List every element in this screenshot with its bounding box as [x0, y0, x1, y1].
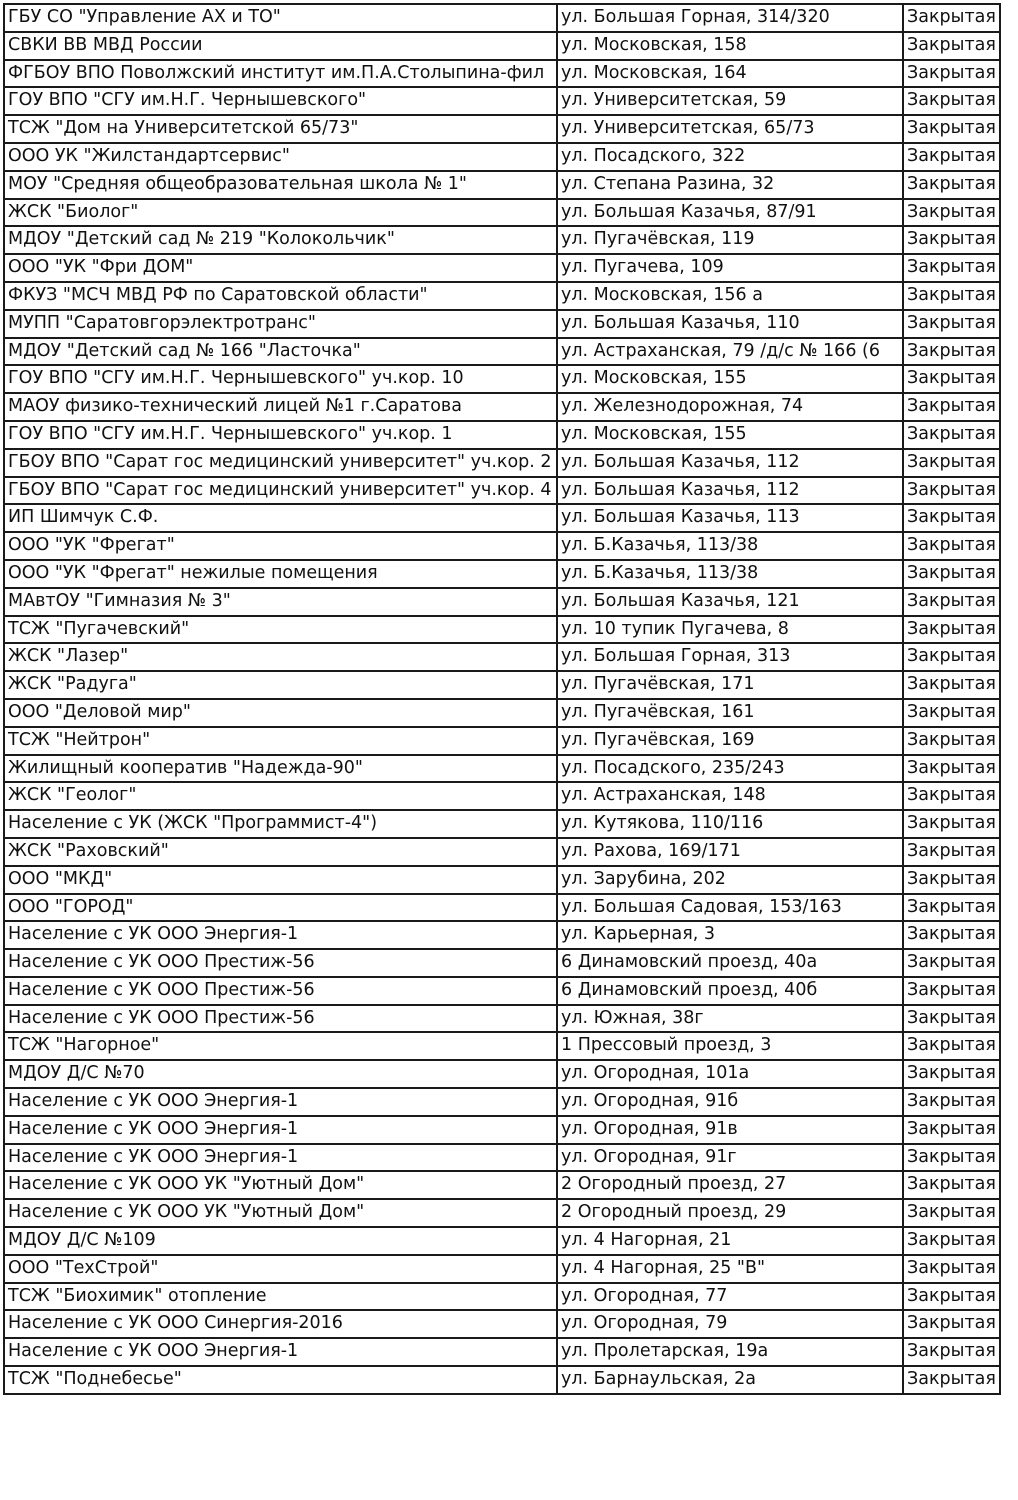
org-name-cell[interactable]: Население с УК (ЖСК "Программист-4") [4, 810, 557, 838]
status-cell[interactable]: Закрытая [903, 1227, 1000, 1255]
address-cell[interactable]: 6 Динамовский проезд, 40б [557, 977, 903, 1005]
org-name-cell[interactable]: ФКУЗ "МСЧ МВД РФ по Саратовской области" [4, 282, 557, 310]
status-cell[interactable]: Закрытая [903, 421, 1000, 449]
table-row [4, 32, 1000, 60]
table-row [4, 1171, 1000, 1199]
status-cell[interactable]: Закрытая [903, 727, 1000, 755]
status-cell[interactable]: Закрытая [903, 4, 1000, 32]
org-name-cell[interactable]: ООО "УК "Фрегат" [4, 532, 557, 560]
status-cell[interactable]: Закрытая [903, 226, 1000, 254]
table-body [4, 4, 1000, 1394]
status-cell[interactable]: Закрытая [903, 1088, 1000, 1116]
table-row [4, 1005, 1000, 1033]
address-cell[interactable]: ул. Московская, 156 а [557, 282, 903, 310]
table-row [4, 504, 1000, 532]
org-name-cell[interactable]: ГБОУ ВПО "Сарат гос медицинский университет" уч.кор. 2 [4, 449, 557, 477]
status-cell[interactable]: Закрытая [903, 755, 1000, 783]
address-cell[interactable]: 2 Огородный проезд, 29 [557, 1199, 903, 1227]
org-name-cell[interactable]: Население с УК ООО Энергия-1 [4, 1088, 557, 1116]
address-cell[interactable]: ул. Кутякова, 110/116 [557, 810, 903, 838]
address-cell[interactable]: ул. Посадского, 235/243 [557, 755, 903, 783]
org-name-cell[interactable]: ТСЖ "Пугачевский" [4, 616, 557, 644]
table-row [4, 560, 1000, 588]
org-name-cell[interactable]: ФГБОУ ВПО Поволжский институт им.П.А.Столыпина-фил [4, 60, 557, 88]
org-name-cell[interactable]: МАОУ физико-технический лицей №1 г.Саратова [4, 393, 557, 421]
org-name-cell[interactable]: Население с УК ООО Энергия-1 [4, 921, 557, 949]
status-cell[interactable]: Закрытая [903, 1032, 1000, 1060]
table-row [4, 421, 1000, 449]
status-cell[interactable]: Закрытая [903, 254, 1000, 282]
address-cell[interactable]: ул. Большая Горная, 314/320 [557, 4, 903, 32]
address-cell[interactable]: ул. Пугачёвская, 161 [557, 699, 903, 727]
status-cell[interactable]: Закрытая [903, 504, 1000, 532]
org-name-cell[interactable]: Население с УК ООО Энергия-1 [4, 1144, 557, 1172]
org-name-cell[interactable]: Население с УК ООО Престиж-56 [4, 1005, 557, 1033]
address-cell[interactable]: ул. Б.Казачья, 113/38 [557, 532, 903, 560]
table-row [4, 699, 1000, 727]
org-name-cell[interactable]: МДОУ Д/С №70 [4, 1060, 557, 1088]
status-cell[interactable]: Закрытая [903, 1199, 1000, 1227]
status-cell[interactable]: Закрытая [903, 449, 1000, 477]
org-name-cell[interactable]: ГБУ СО "Управление АХ и ТО" [4, 4, 557, 32]
address-cell[interactable]: ул. Огородная, 101а [557, 1060, 903, 1088]
address-cell[interactable]: ул. Огородная, 91б [557, 1088, 903, 1116]
org-name-cell[interactable]: ООО "УК "Фрегат" нежилые помещения [4, 560, 557, 588]
table-row [4, 4, 1000, 32]
org-name-cell[interactable]: ТСЖ "Нейтрон" [4, 727, 557, 755]
address-cell[interactable]: ул. Пугачёвская, 171 [557, 671, 903, 699]
address-cell[interactable]: ул. Московская, 158 [557, 32, 903, 60]
address-cell[interactable]: ул. Огородная, 91г [557, 1144, 903, 1172]
address-cell[interactable]: ул. Московская, 164 [557, 60, 903, 88]
table-row [4, 1060, 1000, 1088]
status-cell[interactable]: Закрытая [903, 115, 1000, 143]
table-row [4, 671, 1000, 699]
table-row [4, 1088, 1000, 1116]
org-name-cell[interactable]: ООО "МКД" [4, 866, 557, 894]
org-name-cell[interactable]: Население с УК ООО Престиж-56 [4, 949, 557, 977]
org-name-cell[interactable]: ЖСК "Биолог" [4, 199, 557, 227]
table-row [4, 226, 1000, 254]
status-cell[interactable]: Закрытая [903, 282, 1000, 310]
status-cell[interactable]: Закрытая [903, 477, 1000, 505]
org-name-cell[interactable]: МАвтОУ "Гимназия № 3" [4, 588, 557, 616]
table-row [4, 338, 1000, 366]
table-row [4, 838, 1000, 866]
table-row [4, 365, 1000, 393]
status-cell[interactable]: Закрытая [903, 699, 1000, 727]
org-name-cell[interactable]: ГБОУ ВПО "Сарат гос медицинский университет" уч.кор. 4 [4, 477, 557, 505]
address-cell[interactable]: ул. Пролетарская, 19а [557, 1338, 903, 1366]
address-cell[interactable]: 6 Динамовский проезд, 40а [557, 949, 903, 977]
table-row [4, 393, 1000, 421]
address-cell[interactable]: ул. Большая Казачья, 112 [557, 449, 903, 477]
org-name-cell[interactable]: ООО "УК "Фри ДОМ" [4, 254, 557, 282]
status-cell[interactable]: Закрытая [903, 1283, 1000, 1311]
table-row [4, 1199, 1000, 1227]
table-row [4, 894, 1000, 922]
table-row [4, 643, 1000, 671]
address-cell[interactable]: ул. Большая Садовая, 153/163 [557, 894, 903, 922]
org-name-cell[interactable]: ООО "ГОРОД" [4, 894, 557, 922]
org-name-cell[interactable]: ГОУ ВПО "СГУ им.Н.Г. Чернышевского" уч.кор. 10 [4, 365, 557, 393]
table-row [4, 1338, 1000, 1366]
status-cell[interactable]: Закрытая [903, 838, 1000, 866]
address-cell[interactable]: ул. Пугачёвская, 169 [557, 727, 903, 755]
status-cell[interactable]: Закрытая [903, 977, 1000, 1005]
status-cell[interactable]: Закрытая [903, 588, 1000, 616]
address-cell[interactable]: ул. Железнодорожная, 74 [557, 393, 903, 421]
address-cell[interactable]: ул. Университетская, 59 [557, 87, 903, 115]
table-row [4, 1283, 1000, 1311]
address-cell[interactable]: ул. Огородная, 79 [557, 1310, 903, 1338]
table-row [4, 143, 1000, 171]
table-row [4, 616, 1000, 644]
status-cell[interactable]: Закрытая [903, 643, 1000, 671]
table-row [4, 282, 1000, 310]
org-name-cell[interactable]: Население с УК ООО УК "Уютный Дом" [4, 1171, 557, 1199]
status-cell[interactable]: Закрытая [903, 1338, 1000, 1366]
org-name-cell[interactable]: МДОУ "Детский сад № 166 "Ласточка" [4, 338, 557, 366]
address-cell[interactable]: ул. Астраханская, 79 /д/с № 166 (6 [557, 338, 903, 366]
status-cell[interactable]: Закрытая [903, 560, 1000, 588]
org-name-cell[interactable]: Население с УК ООО Престиж-56 [4, 977, 557, 1005]
table-row [4, 1144, 1000, 1172]
status-cell[interactable]: Закрытая [903, 87, 1000, 115]
org-name-cell[interactable]: ТСЖ "Дом на Университетской 65/73" [4, 115, 557, 143]
table-row [4, 477, 1000, 505]
org-name-cell[interactable]: ЖСК "Радуга" [4, 671, 557, 699]
status-cell[interactable]: Закрытая [903, 894, 1000, 922]
table-row [4, 866, 1000, 894]
status-cell[interactable]: Закрытая [903, 616, 1000, 644]
org-name-cell[interactable]: ЖСК "Лазер" [4, 643, 557, 671]
org-name-cell[interactable]: ГОУ ВПО "СГУ им.Н.Г. Чернышевского" [4, 87, 557, 115]
table-row [4, 310, 1000, 338]
status-cell[interactable]: Закрытая [903, 1171, 1000, 1199]
status-cell[interactable]: Закрытая [903, 143, 1000, 171]
org-name-cell[interactable]: МОУ "Средняя общеобразовательная школа № 1" [4, 171, 557, 199]
status-cell[interactable]: Закрытая [903, 1005, 1000, 1033]
address-cell[interactable]: ул. Большая Казачья, 112 [557, 477, 903, 505]
address-cell[interactable]: ул. Посадского, 322 [557, 143, 903, 171]
table-row [4, 1255, 1000, 1283]
table-row [4, 199, 1000, 227]
table-row [4, 921, 1000, 949]
table-row [4, 1310, 1000, 1338]
status-cell[interactable]: Закрытая [903, 949, 1000, 977]
table-row [4, 810, 1000, 838]
table-row [4, 977, 1000, 1005]
table-row [4, 115, 1000, 143]
address-cell[interactable]: ул. Московская, 155 [557, 421, 903, 449]
status-cell[interactable]: Закрытая [903, 310, 1000, 338]
org-name-cell[interactable]: ТСЖ "Биохимик" отопление [4, 1283, 557, 1311]
org-name-cell[interactable]: ТСЖ "Поднебесье" [4, 1366, 557, 1394]
table-row [4, 782, 1000, 810]
status-cell[interactable]: Закрытая [903, 171, 1000, 199]
table-row [4, 1032, 1000, 1060]
address-cell[interactable]: ул. Пугачева, 109 [557, 254, 903, 282]
status-cell[interactable]: Закрытая [903, 810, 1000, 838]
table-row [4, 449, 1000, 477]
address-cell[interactable]: ул. Барнаульская, 2а [557, 1366, 903, 1394]
address-cell[interactable]: ул. Карьерная, 3 [557, 921, 903, 949]
org-name-cell[interactable]: МУПП "Саратовгорэлектротранс" [4, 310, 557, 338]
status-cell[interactable]: Закрытая [903, 1060, 1000, 1088]
organizations-table [3, 3, 1001, 1395]
address-cell[interactable]: ул. Университетская, 65/73 [557, 115, 903, 143]
address-cell[interactable]: 2 Огородный проезд, 27 [557, 1171, 903, 1199]
table-row [4, 1116, 1000, 1144]
address-cell[interactable]: ул. 4 Нагорная, 21 [557, 1227, 903, 1255]
status-cell[interactable]: Закрытая [903, 199, 1000, 227]
status-cell[interactable]: Закрытая [903, 365, 1000, 393]
address-cell[interactable]: ул. Рахова, 169/171 [557, 838, 903, 866]
org-name-cell[interactable]: ЖСК "Раховский" [4, 838, 557, 866]
status-cell[interactable]: Закрытая [903, 1366, 1000, 1394]
status-cell[interactable]: Закрытая [903, 921, 1000, 949]
status-cell[interactable]: Закрытая [903, 1116, 1000, 1144]
org-name-cell[interactable]: Жилищный кооператив "Надежда-90" [4, 755, 557, 783]
address-cell[interactable]: ул. Большая Казачья, 110 [557, 310, 903, 338]
address-cell[interactable]: 1 Прессовый проезд, 3 [557, 1032, 903, 1060]
org-name-cell[interactable]: ЖСК "Геолог" [4, 782, 557, 810]
org-name-cell[interactable]: ТСЖ "Нагорное" [4, 1032, 557, 1060]
org-name-cell[interactable]: ООО "Деловой мир" [4, 699, 557, 727]
table-row [4, 727, 1000, 755]
address-cell[interactable]: ул. Московская, 155 [557, 365, 903, 393]
address-cell[interactable]: ул. Пугачёвская, 119 [557, 226, 903, 254]
table-row [4, 532, 1000, 560]
status-cell[interactable]: Закрытая [903, 32, 1000, 60]
status-cell[interactable]: Закрытая [903, 782, 1000, 810]
address-cell[interactable]: ул. Б.Казачья, 113/38 [557, 560, 903, 588]
status-cell[interactable]: Закрытая [903, 532, 1000, 560]
address-cell[interactable]: ул. Большая Горная, 313 [557, 643, 903, 671]
org-name-cell[interactable]: Население с УК ООО Энергия-1 [4, 1338, 557, 1366]
status-cell[interactable]: Закрытая [903, 1310, 1000, 1338]
address-cell[interactable]: ул. Большая Казачья, 87/91 [557, 199, 903, 227]
address-cell[interactable]: ул. Большая Казачья, 121 [557, 588, 903, 616]
address-cell[interactable]: ул. 4 Нагорная, 25 "В" [557, 1255, 903, 1283]
status-cell[interactable]: Закрытая [903, 1255, 1000, 1283]
table-row [4, 171, 1000, 199]
status-cell[interactable]: Закрытая [903, 866, 1000, 894]
status-cell[interactable]: Закрытая [903, 393, 1000, 421]
org-name-cell[interactable]: ООО "ТехСтрой" [4, 1255, 557, 1283]
org-name-cell[interactable]: ИП Шимчук С.Ф. [4, 504, 557, 532]
org-name-cell[interactable]: ООО УК "Жилстандартсервис" [4, 143, 557, 171]
table-row [4, 949, 1000, 977]
org-name-cell[interactable]: Население с УК ООО Синергия-2016 [4, 1310, 557, 1338]
table-row [4, 755, 1000, 783]
org-name-cell[interactable]: ГОУ ВПО "СГУ им.Н.Г. Чернышевского" уч.кор. 1 [4, 421, 557, 449]
status-cell[interactable]: Закрытая [903, 671, 1000, 699]
table-row [4, 60, 1000, 88]
org-name-cell[interactable]: Население с УК ООО Энергия-1 [4, 1116, 557, 1144]
table-row [4, 254, 1000, 282]
org-name-cell[interactable]: МДОУ Д/С №109 [4, 1227, 557, 1255]
table-row [4, 588, 1000, 616]
address-cell[interactable]: ул. 10 тупик Пугачева, 8 [557, 616, 903, 644]
address-cell[interactable]: ул. Огородная, 77 [557, 1283, 903, 1311]
status-cell[interactable]: Закрытая [903, 60, 1000, 88]
table-row [4, 1366, 1000, 1394]
table-row [4, 1227, 1000, 1255]
status-cell[interactable]: Закрытая [903, 1144, 1000, 1172]
address-cell[interactable]: ул. Зарубина, 202 [557, 866, 903, 894]
address-cell[interactable]: ул. Огородная, 91в [557, 1116, 903, 1144]
address-cell[interactable]: ул. Астраханская, 148 [557, 782, 903, 810]
status-cell[interactable]: Закрытая [903, 338, 1000, 366]
address-cell[interactable]: ул. Южная, 38г [557, 1005, 903, 1033]
address-cell[interactable]: ул. Большая Казачья, 113 [557, 504, 903, 532]
table-row [4, 87, 1000, 115]
address-cell[interactable]: ул. Степана Разина, 32 [557, 171, 903, 199]
org-name-cell[interactable]: СВКИ ВВ МВД России [4, 32, 557, 60]
org-name-cell[interactable]: МДОУ "Детский сад № 219 "Колокольчик" [4, 226, 557, 254]
org-name-cell[interactable]: Население с УК ООО УК "Уютный Дом" [4, 1199, 557, 1227]
